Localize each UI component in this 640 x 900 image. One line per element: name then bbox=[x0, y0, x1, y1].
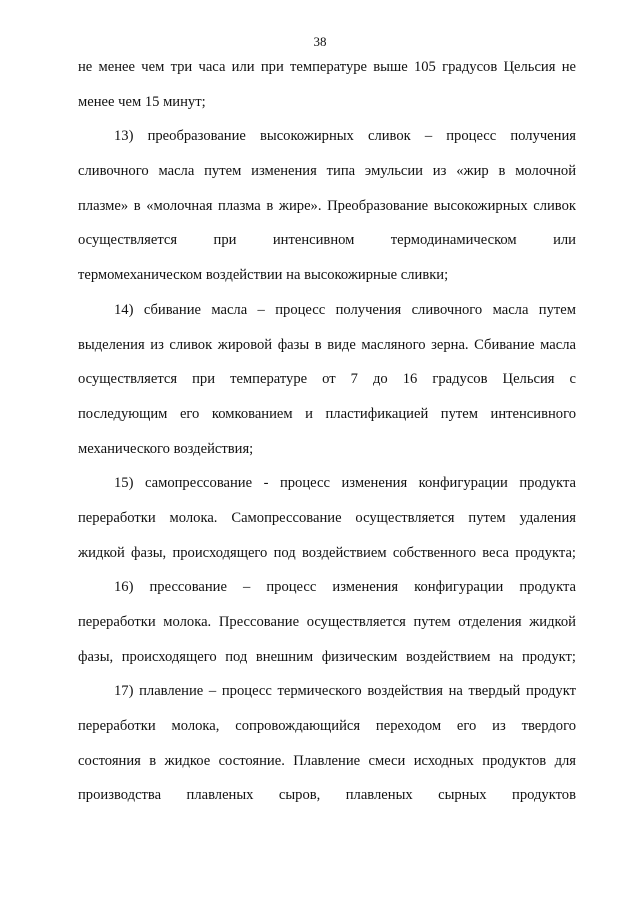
text-line: плазме» в «молочная плазма в жире». Преобразование высокожирных сливок bbox=[78, 197, 576, 214]
text-line: производства плавленых сыров, плавленых сырных продуктов bbox=[78, 787, 576, 804]
paragraph-first-line: 16) прессование – процесс изменения конфигурации продукта bbox=[114, 579, 576, 596]
document-body bbox=[78, 50, 576, 813]
paragraph-first-line: 13) преобразование высокожирных сливок – процесс получения bbox=[114, 128, 576, 145]
text-line: фазы, происходящего под внешним физическим воздействием на продукт; bbox=[78, 648, 576, 665]
paragraph-first-line: 17) плавление – процесс термического воздействия на твердый продукт bbox=[114, 683, 576, 700]
text-line: термомеханическом воздействии на высокожирные сливки; bbox=[78, 267, 449, 284]
paragraph-first-line: 15) самопрессование - процесс изменения конфигурации продукта bbox=[114, 475, 576, 492]
text-line: последующим его комкованием и пластификацией путем интенсивного bbox=[78, 405, 576, 422]
text-line: осуществляется при интенсивном термодинамическом или bbox=[78, 232, 576, 249]
text-line: осуществляется при температуре от 7 до 16 градусов Цельсия с bbox=[78, 371, 576, 388]
text-line: переработки молока. Самопрессование осуществляется путем удаления bbox=[78, 509, 576, 526]
text-line: не менее чем три часа или при температуре выше 105 градусов Цельсия не bbox=[78, 59, 576, 75]
text-line: выделения из сливок жировой фазы в виде масляного зерна. Сбивание масла bbox=[78, 336, 576, 353]
page-number: 38 bbox=[313, 34, 327, 49]
text-line: менее чем 15 минут; bbox=[78, 93, 206, 110]
text-line: сливочного масла путем изменения типа эмульсии из «жир в молочной bbox=[78, 163, 576, 180]
paragraph-first-line: 14) сбивание масла – процесс получения сливочного масла путем bbox=[114, 301, 576, 318]
text-line: жидкой фазы, происходящего под воздействием собственного веса продукта; bbox=[78, 544, 576, 561]
text-line: переработки молока. Прессование осуществляется путем отделения жидкой bbox=[78, 614, 576, 630]
text-line: переработки молока, сопровождающийся переходом его из твердого bbox=[78, 718, 576, 735]
text-line: состояния в жидкое состояние. Плавление смеси исходных продуктов для bbox=[78, 752, 576, 769]
text-line: механического воздействия; bbox=[78, 440, 254, 457]
